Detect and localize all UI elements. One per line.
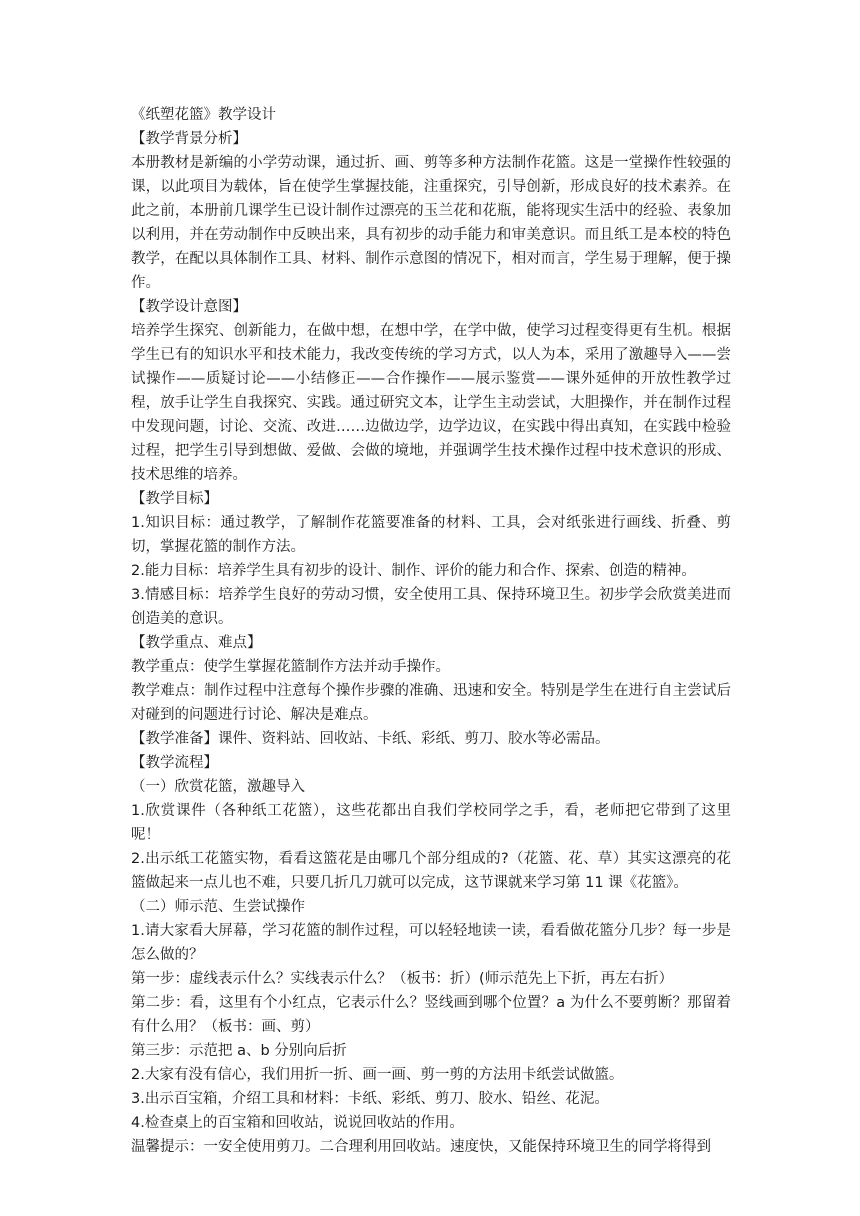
section-2-item-2: 2.大家有没有信心，我们用折一折、画一画、剪一剪的方法用卡纸尝试做篮。 [131,1067,624,1083]
section-2-item-4: 4.检查桌上的百宝箱和回收站，说说回收站的作用。 [131,1115,464,1131]
intent-paragraph: 培养学生探究、创新能力，在做中想，在想中学，在学中做，使学习过程变得更有生机。根据学生已有的知识水平和技术能力，我改变传统的学习方式，以人为本，采用了激趣导入——尝试操作——质疑讨论——小结修正——合作操作——展示鉴赏——课外延伸的开放性教学过程，放手让学生自我探究、实践。通过研究文本，让学生主动尝试，大胆操作，并在制作过程中发现问题，讨论、交流、改进……边做边学，边学边议，在实践中得出真知，在实践中检验过程，把学生引导到想做、爱做、会做的境地，并强调学生技术操作过程中技术意识的形成、技术思维的培养。 [131,323,731,483]
goal-ability: 2.能力目标：培养学生具有初步的设计、制作、评价的能力和合作、探索、创造的精神。 [131,563,696,579]
heading-keypoints: 【教学重点、难点】 [131,635,262,651]
step-2: 第二步：看，这里有个小红点，它表示什么？竖线画到哪个位置？a 为什么不要剪断？那留着有什么用？（板书：画、剪） [131,995,731,1035]
document-body [131,103,731,1159]
key-point: 教学重点：使学生掌握花篮制作方法并动手操作。 [131,659,450,675]
goal-emotion: 3.情感目标：培养学生良好的劳动习惯，安全使用工具、保持环境卫生。初步学会欣赏美进而创造美的意识。 [131,587,731,627]
heading-process: 【教学流程】 [131,755,218,771]
tip: 温馨提示：一安全使用剪刀。二合理利用回收站。速度快，又能保持环境卫生的同学将得到 [131,1139,711,1155]
section-1-item-2: 2.出示纸工花篮实物，看看这篮花是由哪几个部分组成的?（花篮、花、草）其实这漂亮的花篮做起来一点儿也不难，只要几折几刀就可以完成，这节课就来学习第 11 课《花篮》。 [131,851,731,891]
heading-intent: 【教学设计意图】 [131,299,247,315]
background-paragraph: 本册教材是新编的小学劳动课，通过折、画、剪等多种方法制作花篮。这是一堂操作性较强的课，以此项目为载体，旨在使学生掌握技能，注重探究，引导创新，形成良好的技术素养。在此之前，本册前几课学生已设计制作过漂亮的玉兰花和花瓶，能将现实生活中的经验、表象加以利用，并在劳动制作中反映出来，具有初步的动手能力和审美意识。而且纸工是本校的特色教学，在配以具体制作工具、材料、制作示意图的情况下，相对而言，学生易于理解，便于操作。 [131,155,731,291]
document-title: 《纸塑花篮》教学设计 [131,107,276,123]
difficult-point: 教学难点：制作过程中注意每个操作步骤的准确、迅速和安全。特别是学生在进行自主尝试后对碰到的问题进行讨论、解决是难点。 [131,683,731,723]
heading-goals: 【教学目标】 [131,491,218,507]
step-1: 第一步：虚线表示什么？实线表示什么？（板书：折）(师示范先上下折，再左右折） [131,971,674,987]
section-1-item-1: 1.欣赏课件（各种纸工花篮），这些花都出自我们学校同学之手，看，老师把它带到了这里呢！ [131,803,731,843]
heading-background: 【教学背景分析】 [131,131,247,147]
section-2-item-1: 1.请大家看大屏幕，学习花篮的制作过程，可以轻轻地读一读，看看做花篮分几步？每一步是怎么做的？ [131,923,731,963]
step-3: 第三步：示范把 a、b 分别向后折 [131,1043,347,1059]
preparation: 【教学准备】课件、资料站、回收站、卡纸、彩纸、剪刀、胶水等必需品。 [131,731,610,747]
section-1-title: （一）欣赏花篮，激趣导入 [131,779,305,795]
section-2-item-3: 3.出示百宝箱，介绍工具和材料：卡纸、彩纸、剪刀、胶水、铅丝、花泥。 [131,1091,609,1107]
goal-knowledge: 1.知识目标：通过教学，了解制作花篮要准备的材料、工具，会对纸张进行画线、折叠、剪切，掌握花篮的制作方法。 [131,515,731,555]
section-2-title: （二）师示范、生尝试操作 [131,899,305,915]
